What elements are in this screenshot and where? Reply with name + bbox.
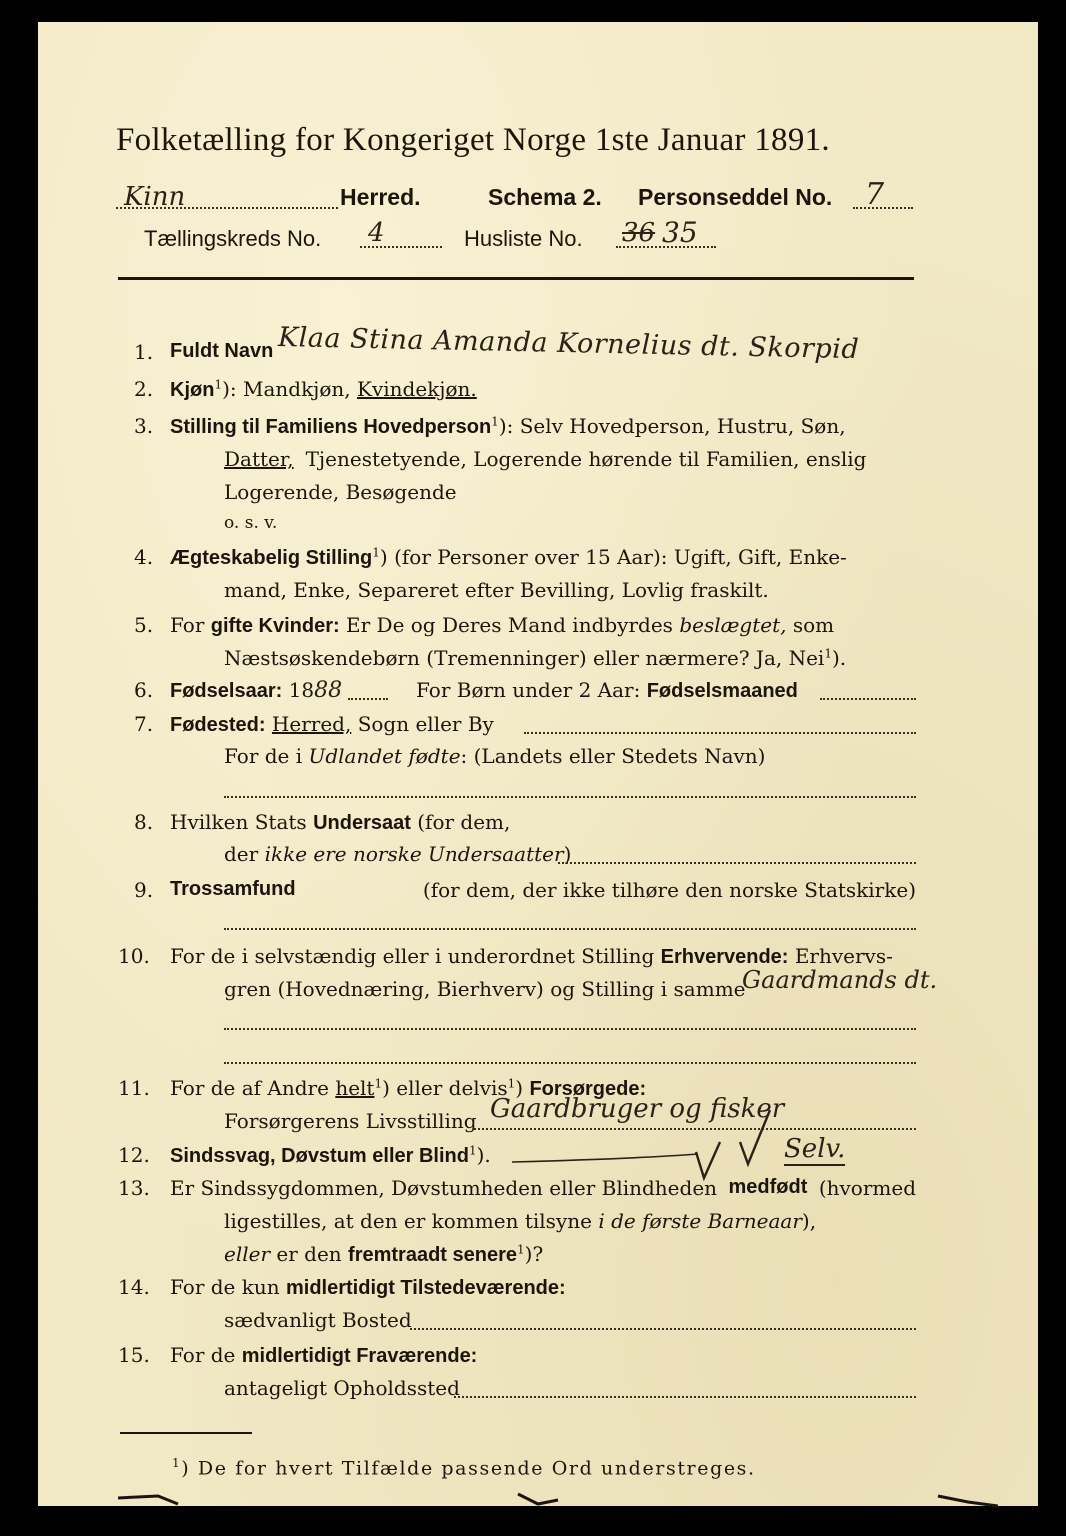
personseddel-dotted-line [853, 207, 913, 209]
item-number: 6. [134, 678, 154, 702]
footnote-marker: 1 [374, 1076, 383, 1091]
handwritten-checkmarks [508, 1102, 848, 1182]
item11-text2: Forsørgerens Livsstilling [224, 1109, 477, 1133]
item10-text1: For de i selvstændig eller i underordnet Stilling [170, 944, 655, 968]
residence-dotted-line [410, 1328, 916, 1330]
occupation-dotted-line-2 [224, 1062, 916, 1064]
item-number: 3. [134, 414, 154, 438]
item-number: 10. [118, 944, 150, 968]
item13-italic: i de første Barneaar [598, 1209, 802, 1233]
nationality-dotted-line [558, 862, 916, 864]
item-number: 12. [118, 1143, 150, 1167]
item8-close: ) [563, 842, 572, 866]
item3-label: Stilling til Familiens Hovedperson [170, 416, 492, 438]
birth-year-handwritten: 88 [314, 678, 343, 703]
paper-tear-marks [118, 1490, 998, 1508]
herred-dotted-line [116, 207, 338, 209]
item4-text2: mand, Enke, Separeret efter Bevilling, Lovlig fraskilt. [224, 578, 769, 602]
item11-label: Forsørgede: [529, 1078, 647, 1100]
footnote-marker: 1 [372, 545, 380, 560]
footnote-marker: 1 [214, 377, 223, 392]
item6-line [170, 678, 342, 703]
item3-text2: Tjenestetyende, Logerende hørende til Familien, enslig [305, 447, 867, 471]
disability-handwritten: Selv. [784, 1134, 846, 1164]
item5-prefix: For [170, 613, 205, 637]
kreds-handwritten: 4 [368, 218, 385, 248]
schema-label: Schema 2. [488, 184, 602, 210]
item9-label: Trossamfund [170, 878, 296, 900]
item11-selected-choice: helt [335, 1076, 375, 1100]
item5-text1: Er De og Deres Mand indbyrdes [346, 613, 673, 637]
footnote-text: ) De for hvert Tilfælde passende Ord understreges. [181, 1457, 756, 1480]
herred-handwritten: Kinn [124, 182, 186, 212]
item2-selected-choice: Kvindekjøn. [357, 377, 477, 401]
item14-text1: For de kun [170, 1275, 280, 1299]
item-number: 14. [118, 1275, 150, 1299]
item4-text1: ) (for Personer over 15 Aar): Ugift, Gift, Enke- [379, 545, 847, 569]
item7-italic2: fødte [408, 744, 461, 768]
item5-text2: Næstsøskendebørn (Tremenninger) eller nærmere? Ja, Nei [224, 646, 825, 670]
item7-label: Fødested: [170, 714, 266, 736]
item2-line [170, 377, 477, 402]
item13-line1 [170, 1176, 916, 1200]
item12-line [170, 1143, 491, 1168]
item8-line1 [170, 810, 510, 835]
religion-dotted-line [224, 928, 916, 930]
item5-label: gifte Kvinder: [210, 615, 340, 637]
item5-text1b: som [792, 613, 835, 637]
item10-text2: gren (Hovednæring, Bierhverv) og Stilling i samme [224, 977, 746, 1001]
footnote-marker: 1 [468, 1143, 477, 1158]
item5-close: ). [831, 646, 847, 670]
husliste-label: Husliste No. [464, 226, 583, 251]
footnote-marker: 1 [172, 1456, 182, 1470]
item13-line3 [224, 1242, 543, 1267]
item13-line2 [224, 1209, 816, 1233]
occupation-dotted-line-1 [224, 1028, 916, 1030]
item7-italic: Udlandet [308, 744, 403, 768]
item-number: 11. [118, 1076, 150, 1100]
item5-line1 [170, 613, 834, 638]
item7-text2a: For de i [224, 744, 303, 768]
item14-text2: sædvanligt Bosted [224, 1308, 412, 1332]
item-number: 2. [134, 377, 154, 401]
item13-italic2: eller [224, 1242, 271, 1266]
item-number: 1. [134, 340, 154, 364]
item5-italic: beslægtet, [679, 613, 787, 637]
item11-text1b: ) eller delvis [382, 1076, 508, 1100]
item15-line1 [170, 1343, 477, 1368]
item13-close: )? [524, 1242, 544, 1266]
item6-label: Fødselsaar: [170, 680, 283, 702]
item13-label: medfødt [728, 1176, 808, 1198]
item8-italic: ikke ere norske Undersaatter [264, 842, 564, 866]
item6-label2: Fødselsmaaned [646, 680, 798, 702]
item3-text3: Logerende, Besøgende [224, 480, 457, 504]
item13-text2a: ligestilles, at den er kommen tilsyne [224, 1209, 592, 1233]
birth-year-prefix: 18 [288, 678, 315, 702]
form-title: Folketælling for Kongeriget Norge 1ste Januar 1891. [116, 122, 830, 158]
item-number: 15. [118, 1343, 150, 1367]
item8-label: Undersaat [313, 812, 411, 834]
birth-month-dotted-line [820, 698, 916, 700]
item3-selected-choice: Datter, [224, 447, 294, 471]
footnote [172, 1456, 756, 1479]
item8-text2a: der [224, 842, 259, 866]
item15-text1: For de [170, 1343, 236, 1367]
item-number: 5. [134, 613, 154, 637]
full-name-handwritten: Klaa Stina Amanda Kornelius dt. Skorpid [277, 322, 860, 366]
item6-text: For Børn under 2 Aar: [416, 678, 641, 702]
item3-line2 [224, 447, 914, 471]
item4-line1 [170, 545, 847, 570]
provider-occupation-handwritten: Gaardbruger og fisker [490, 1094, 785, 1124]
item13-text2b: ), [801, 1209, 817, 1233]
item13-label2: fremtraadt senere [348, 1244, 517, 1266]
husliste-struck-handwritten: 36 [622, 218, 656, 248]
item10-label: Erhvervende: [660, 946, 789, 968]
footnote-marker: 1 [491, 414, 499, 429]
item-number: 9. [134, 878, 154, 902]
footnote-marker: 1 [517, 1242, 525, 1257]
footnote-marker: 1 [507, 1076, 516, 1091]
item12-close: ). [476, 1143, 491, 1167]
item3-text4: o. s. v. [224, 513, 278, 533]
personseddel-label: Personseddel No. [638, 184, 833, 210]
birth-year-dotted-line [348, 698, 388, 700]
census-form [38, 22, 1038, 1506]
item8-line2 [224, 842, 571, 866]
occupation-handwritten: Gaardmands dt. [742, 966, 938, 994]
item11-text1: For de af Andre [170, 1076, 329, 1100]
personseddel-handwritten: 7 [865, 177, 885, 212]
item11-text1c: ) [515, 1076, 524, 1100]
header-rule [118, 277, 914, 280]
item15-text2: antageligt Opholdssted [224, 1376, 460, 1400]
item1-label: Fuldt Navn [170, 340, 274, 362]
item5-line2 [224, 646, 846, 670]
kreds-dotted-line [360, 246, 442, 248]
item14-label: midlertidigt Tilstedeværende: [285, 1277, 566, 1299]
kreds-label: Tællingskreds No. [144, 226, 322, 251]
item10-text1b: Erhvervs- [794, 944, 893, 968]
footnote-marker: 1 [824, 646, 832, 661]
footnote-rule [120, 1432, 252, 1434]
item7-line1 [170, 712, 494, 737]
birthplace-dotted-line [524, 732, 916, 734]
husliste-dotted-line [616, 246, 716, 248]
item13-text3a: er den [276, 1242, 342, 1266]
item3-text1: ): Selv Hovedperson, Hustru, Søn, [498, 414, 846, 438]
item15-label: midlertidigt Fraværende: [241, 1345, 478, 1367]
item12-label: Sindssvag, Døvstum eller Blind [170, 1145, 469, 1167]
foreign-birthplace-dotted-line [224, 796, 916, 798]
item4-label: Ægteskabelig Stilling [170, 547, 373, 569]
item-number: 7. [134, 712, 154, 736]
item-number: 13. [118, 1176, 150, 1200]
herred-label: Herred. [340, 184, 421, 210]
whereabouts-dotted-line [454, 1396, 916, 1398]
item-number: 8. [134, 810, 154, 834]
item13-text1a: Er Sindssygdommen, Døvstumheden eller Blindheden [170, 1176, 718, 1200]
item-number: 4. [134, 545, 154, 569]
item6-line-b [416, 678, 798, 703]
item8-text1b: (for dem, [417, 810, 511, 834]
item7-text2b: : (Landets eller Stedets Navn) [460, 744, 766, 768]
item2-label: Kjøn [170, 379, 215, 401]
item7-text: Sogn eller By [357, 712, 494, 736]
item9-text: (for dem, der ikke tilhøre den norske Statskirke) [422, 878, 916, 902]
item8-text1a: Hvilken Stats [170, 810, 307, 834]
item2-text: ): Mandkjøn, [222, 377, 351, 401]
item14-line1 [170, 1275, 566, 1300]
item3-line1 [170, 414, 846, 439]
item7-line2 [224, 744, 765, 768]
item9-line [170, 878, 916, 902]
item13-text1b: (hvormed [818, 1176, 916, 1200]
item7-selected-choice: Herred, [271, 712, 352, 736]
husliste-handwritten: 35 [662, 216, 698, 249]
